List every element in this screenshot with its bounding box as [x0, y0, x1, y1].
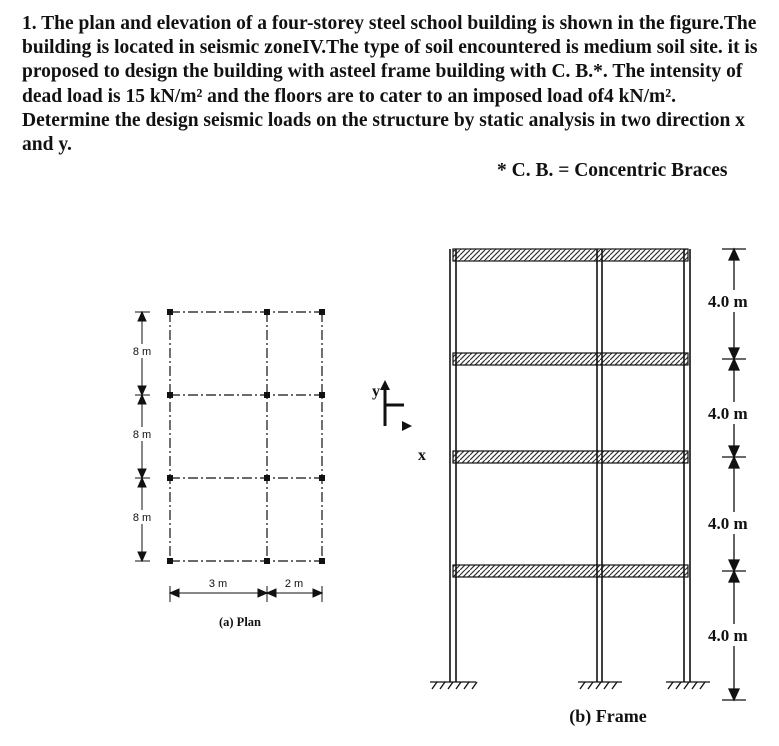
problem-text: 1. The plan and elevation of a four-storey steel school building is shown in the figure.The building is located in seismic zoneIV.The type of soil encountered is medium soil site. it is proposed to design the building with asteel frame building with C. B.*. The intensity of dead load is 15 kN/m² and the floors are to cater to an imposed load of4 kN/m². Determine the design seismic loads on the structure by static analysis in two direction x and y.	[22, 13, 758, 156]
plan-bay-label-2: 8 m	[132, 429, 152, 441]
fixed-supports	[430, 682, 710, 689]
axes-indicator	[372, 380, 426, 464]
plan-view	[132, 309, 325, 602]
floor-slabs	[453, 249, 688, 577]
plan-bay-label-3: 8 m	[132, 512, 152, 524]
plan-span-label-1: 3 m	[208, 578, 228, 590]
storey-height-2: 4.0 m	[708, 514, 748, 533]
frame-elevation	[430, 249, 770, 727]
footnote: * C. B. = Concentric Braces	[497, 160, 728, 181]
axis-y-label: y	[372, 383, 380, 400]
plan-span-label-2: 2 m	[284, 578, 304, 590]
frame-columns	[450, 249, 690, 682]
plan-bay-label-1: 8 m	[132, 346, 152, 358]
storey-height-3: 4.0 m	[708, 404, 748, 423]
axis-x-label: x	[418, 447, 426, 464]
storey-height-4: 4.0 m	[708, 292, 748, 311]
frame-caption: (b) Frame	[569, 706, 647, 726]
plan-columns	[167, 309, 325, 564]
plan-caption: (a) Plan	[218, 615, 262, 629]
storey-height-1: 4.0 m	[708, 626, 748, 645]
